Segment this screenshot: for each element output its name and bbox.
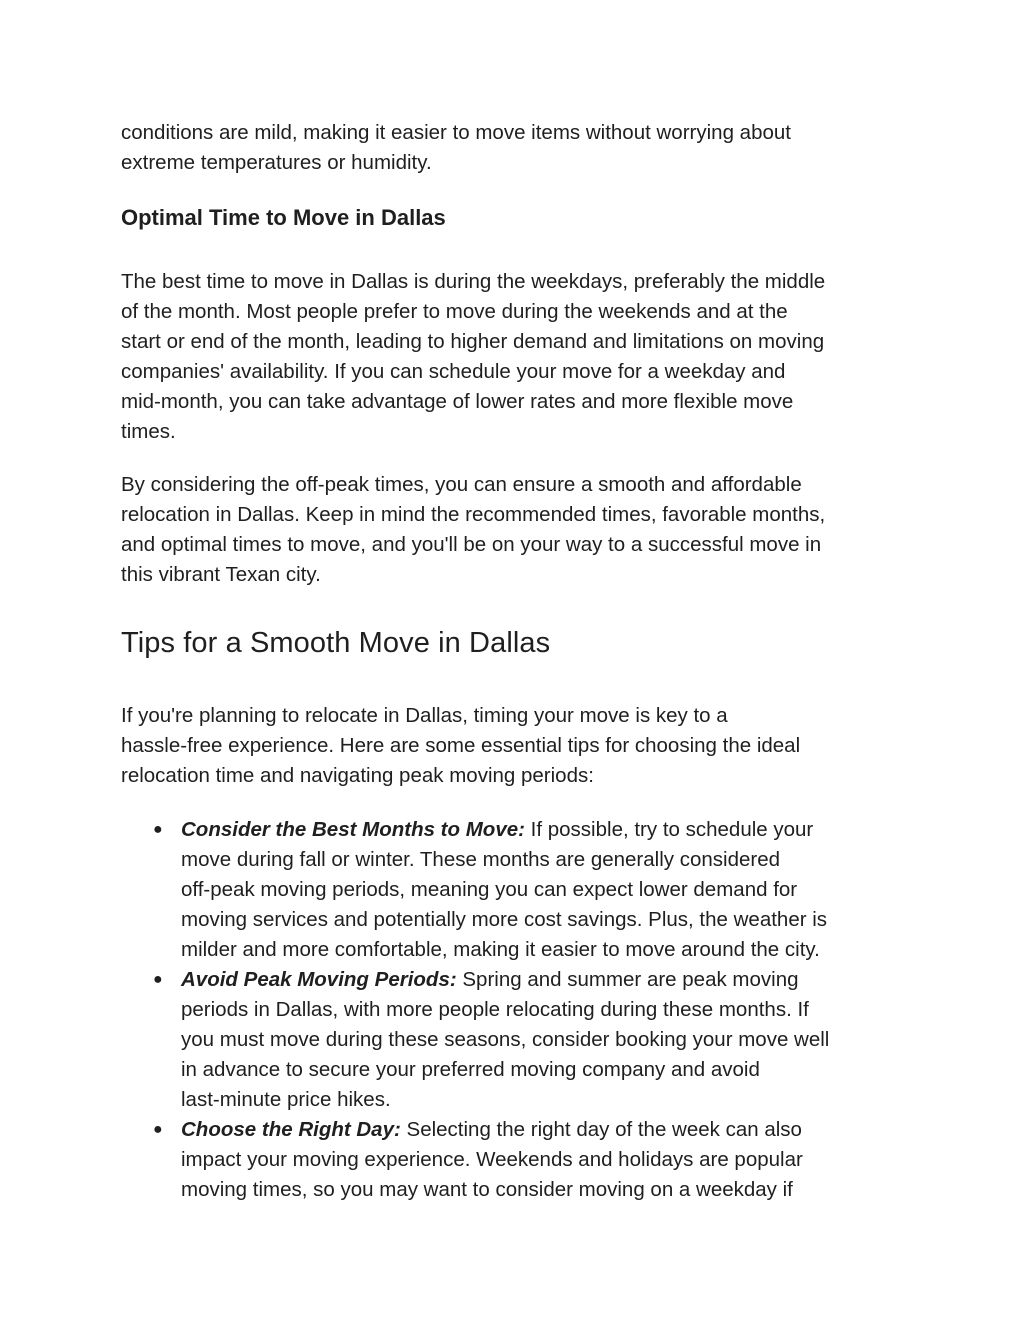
tips-list [121, 815, 911, 1205]
tips-heading: Tips for a Smooth Move in Dallas [121, 627, 551, 659]
document-page [121, 118, 911, 1205]
list-item-lead: Choose the Right Day: [181, 1118, 401, 1141]
list-item-lead: Consider the Best Months to Move: [181, 818, 525, 841]
bullet-icon: ● [153, 1121, 163, 1138]
list-item-text: Spring and summer are peak moving periods in Dallas, with more people relocating during these months. If you must move during these seasons, consider booking your move well in advance to secure your preferred moving company and avoid last-minute price hikes. [181, 968, 830, 1111]
optimal-time-heading: Optimal Time to Move in Dallas [121, 205, 446, 230]
bullet-icon: ● [153, 821, 163, 838]
list-item-text: Selecting the right day of the week can also impact your moving experience. Weekends and holidays are popular moving times, so you may want to consider moving on a weekday if [181, 1118, 803, 1201]
tips-intro-paragraph: If you're planning to relocate in Dallas, timing your move is key to a hassle-free experience. Here are some essential tips for choosing the ideal relocation time and navigating peak moving periods: [121, 704, 801, 787]
list-item [153, 815, 911, 965]
list-item [153, 965, 911, 1115]
list-item-lead: Avoid Peak Moving Periods: [181, 968, 457, 991]
list-item-text: If possible, try to schedule your move during fall or winter. These months are generally considered off-peak moving periods, meaning you can expect lower demand for moving services and potentially more cost savings. Plus, the weather is milder and more comfortable, making it easier to move around the city. [181, 818, 828, 961]
list-item [153, 1115, 911, 1205]
intro-paragraph: conditions are mild, making it easier to move items without worrying about extreme temperatures or humidity. [121, 121, 791, 174]
optimal-time-paragraph-2: By considering the off-peak times, you can ensure a smooth and affordable relocation in Dallas. Keep in mind the recommended times, favorable months, and optimal times to move, and you'll be on your way to a successful move in this vibrant Texan city. [121, 473, 826, 586]
bullet-icon: ● [153, 971, 163, 988]
optimal-time-paragraph-1: The best time to move in Dallas is during the weekdays, preferably the middle of the month. Most people prefer to move during the weekends and at the start or end of the month, leading to higher demand and limitations on moving companies' availability. If you can schedule your move for a weekday and mid-month, you can take advantage of lower rates and more flexible move times. [121, 270, 826, 443]
